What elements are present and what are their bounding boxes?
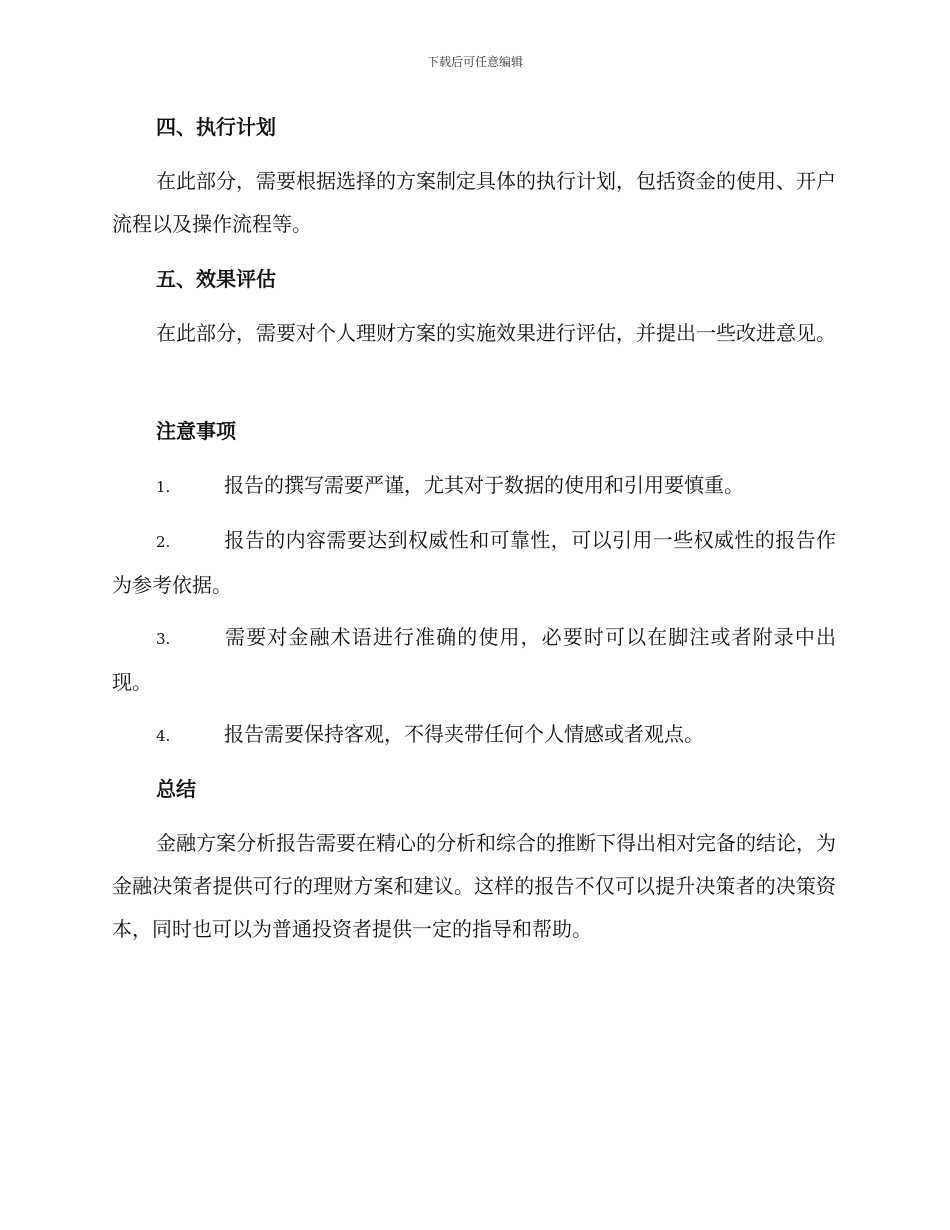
paragraph-summary: 金融方案分析报告需要在精心的分析和综合的推断下得出相对完备的结论，为金融决策者提供可行的理财方案和建议。这样的报告不仅可以提升决策者的决策资本，同时也可以为普通投资者提供一定的指导和帮助。 [112, 831, 836, 941]
list-item-number: 1. [156, 478, 171, 496]
paragraph-execution-plan: 在此部分，需要根据选择的方案制定具体的执行计划，包括资金的使用、开户流程以及操作流程等。 [112, 169, 836, 236]
list-item [112, 713, 836, 758]
list-item [112, 519, 836, 607]
list-item-number: 3. [156, 630, 171, 648]
list-item-text: 报告需要保持客观，不得夹带任何个人情感或者观点。 [224, 722, 704, 746]
list-item-text: 报告的撰写需要严谨，尤其对于数据的使用和引用要慎重。 [224, 473, 744, 497]
heading-summary: 总结 [156, 777, 196, 801]
heading-execution-plan: 四、执行计划 [156, 115, 276, 139]
list-item-number: 2. [156, 533, 171, 551]
header-note: 下载后可任意编辑 [426, 55, 523, 69]
heading-effect-evaluation: 五、效果评估 [156, 267, 276, 291]
list-item [112, 616, 836, 704]
list-item [112, 464, 836, 509]
heading-notes: 注意事项 [156, 419, 236, 443]
list-item-number: 4. [156, 727, 171, 745]
list-item-text: 报告的内容需要达到权威性和可靠性，可以引用一些权威性的报告作为参考依据。 [112, 528, 836, 597]
paragraph-effect-evaluation: 在此部分，需要对个人理财方案的实施效果进行评估，并提出一些改进意见。 [156, 321, 836, 345]
list-item-text: 需要对金融术语进行准确的使用，必要时可以在脚注或者附录中出现。 [112, 625, 836, 694]
